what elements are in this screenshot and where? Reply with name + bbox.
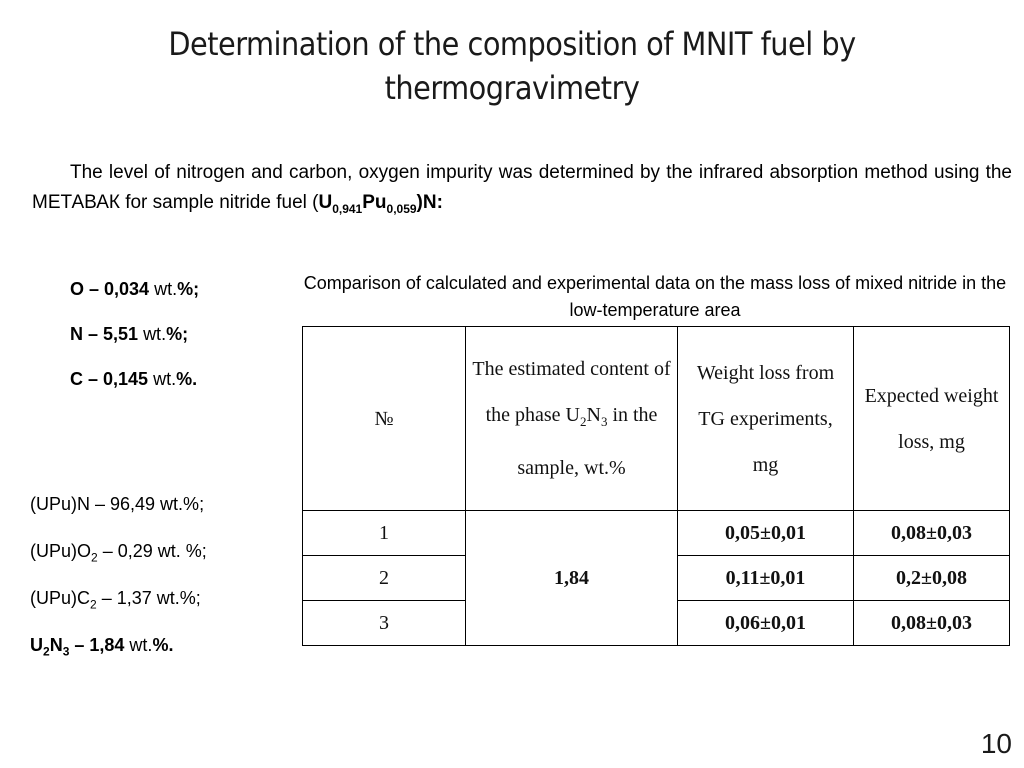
- table-caption: Comparison of calculated and experimental data on the mass loss of mixed nitride in the low-temperature area: [303, 273, 1007, 320]
- intro-paragraph: [32, 158, 1012, 224]
- row-number: 2: [303, 556, 466, 601]
- row-number: 1: [303, 511, 466, 556]
- page-number: 10: [980, 728, 1012, 759]
- fuel-formula: $U_{0,941}Pu_{0,059})N$:: [318, 192, 443, 216]
- table-header-row: [303, 327, 1010, 511]
- header-estimated-content: The estimated content of the phase $U_2N_3$ in the sample, wt.%: [466, 327, 678, 511]
- impurity-carbon: C – 0,145 wt.%.: [70, 369, 198, 389]
- row-number: 3: [303, 601, 466, 646]
- header-number: №: [303, 327, 466, 511]
- phase-u2n3: $U_2N_3 - 1,84$ wt.%.: [30, 635, 174, 659]
- merged-estimated-content: 1,84: [466, 511, 678, 646]
- tg-weight-loss: 0,06±0,01: [678, 601, 854, 646]
- phase-upuo2: $(UPu)O_2 - 0,29$ wt. %;: [30, 541, 207, 565]
- table-row: [303, 511, 1010, 556]
- impurity-oxygen: O – 0,034 wt.%;: [70, 279, 200, 299]
- expected-weight-loss: 0,08±0,03: [854, 601, 1010, 646]
- expected-weight-loss: 0,08±0,03: [854, 511, 1010, 556]
- mass-loss-table: [302, 326, 1010, 646]
- slide-title: Determination of the composition of MNIT fuel by thermogravimetry: [168, 25, 856, 107]
- header-weight-loss-tg: Weight loss from TG experiments, mg: [678, 327, 854, 511]
- phase-upun: (UPu)N – 96,49 wt.%;: [30, 494, 205, 514]
- expected-weight-loss: 0,2±0,08: [854, 556, 1010, 601]
- intro-text: The level of nitrogen and carbon, oxygen impurity was determined by the infrared absorption method using the МЕТАВАК for sample nitride fuel (: [32, 162, 1012, 213]
- phase-upuc2: $(UPu)C_2 - 1,37$ wt.%;: [30, 588, 201, 612]
- tg-weight-loss: 0,11±0,01: [678, 556, 854, 601]
- header-expected-weight-loss: Expected weight loss, mg: [854, 327, 1010, 511]
- tg-weight-loss: 0,05±0,01: [678, 511, 854, 556]
- phase-composition-list: [30, 490, 207, 678]
- impurity-list: [70, 275, 199, 410]
- impurity-nitrogen: N – 5,51 wt.%;: [70, 324, 189, 344]
